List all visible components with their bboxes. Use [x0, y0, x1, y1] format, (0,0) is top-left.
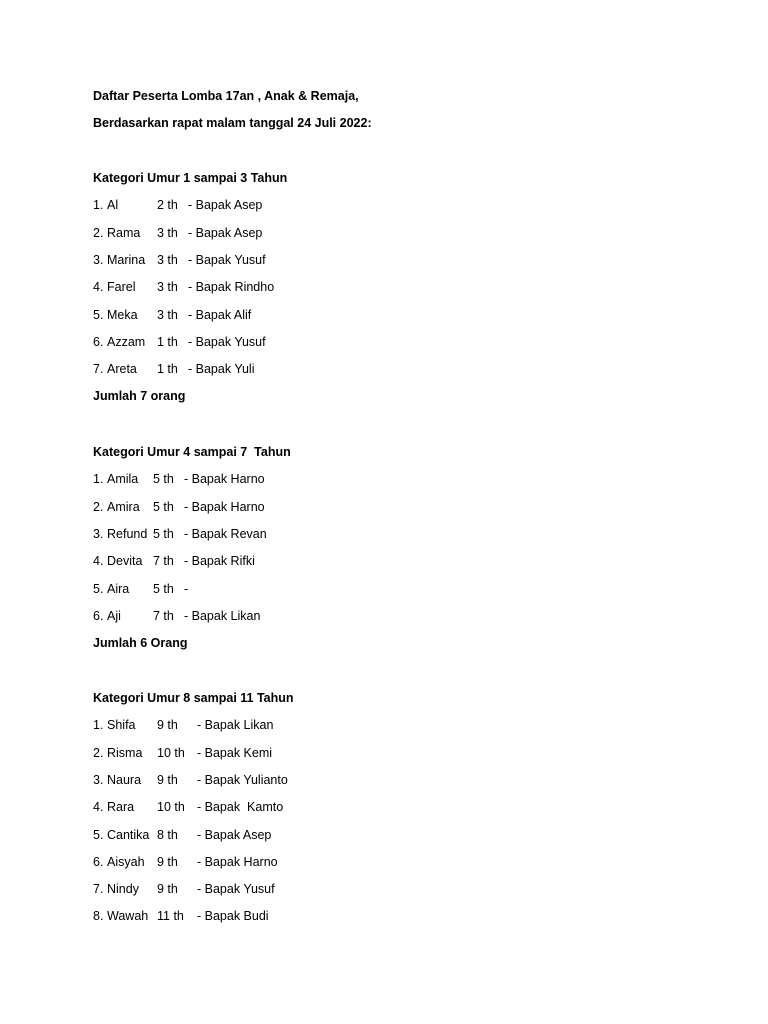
- participant-name: Amila: [107, 472, 139, 487]
- participant-name: Rara: [107, 800, 135, 815]
- participant-name: Cantika: [107, 827, 150, 842]
- participant-number: 3.: [93, 526, 104, 541]
- participant-parent: - Bapak Harno: [197, 854, 278, 869]
- participant-parent: - Bapak Likan: [184, 608, 261, 623]
- participant-name: Aisyah: [107, 854, 145, 869]
- participant-number: 5.: [93, 581, 104, 596]
- participant-name: Marina: [107, 252, 146, 267]
- participant-name: Amira: [107, 499, 140, 514]
- document-title: Daftar Peserta Lomba 17an , Anak & Remaja,: [93, 89, 359, 103]
- participant-age: 5 th: [153, 472, 174, 487]
- participant-age: 3 th: [157, 252, 178, 267]
- participant-name: Meka: [107, 307, 138, 322]
- participant-parent: -: [184, 581, 189, 596]
- participant-number: 6.: [93, 608, 104, 623]
- participant-age: 3 th: [157, 280, 178, 295]
- participant-parent: - Bapak Budi: [197, 909, 269, 924]
- participant-name: Risma: [107, 745, 143, 760]
- participant-parent: - Bapak Asep: [197, 827, 272, 842]
- participant-name: Areta: [107, 362, 137, 377]
- participant-age: 5 th: [153, 499, 174, 514]
- participant-age: 10 th: [157, 800, 185, 815]
- participant-age: 3 th: [157, 225, 178, 240]
- participant-age: 8 th: [157, 827, 178, 842]
- participant-name: Aira: [107, 581, 130, 596]
- participant-parent: - Bapak Yusuf: [197, 882, 275, 897]
- participant-age: 7 th: [153, 608, 174, 623]
- participant-parent: - Bapak Asep: [188, 198, 263, 213]
- category-heading: Kategori Umur 1 sampai 3 Tahun: [93, 171, 288, 185]
- participant-name: Rama: [107, 225, 141, 240]
- participant-parent: - Bapak Kamto: [197, 800, 284, 815]
- participant-age: 9 th: [157, 718, 178, 733]
- participant-parent: - Bapak Asep: [188, 225, 263, 240]
- participant-number: 1.: [93, 198, 104, 213]
- participant-name: Farel: [107, 280, 136, 295]
- participant-age: 11 th: [157, 909, 184, 924]
- participant-name: Al: [107, 198, 119, 213]
- participant-parent: - Bapak Yulianto: [197, 772, 288, 787]
- category-total: Jumlah 6 Orang: [93, 636, 188, 651]
- participant-parent: - Bapak Yusuf: [188, 252, 266, 267]
- participant-parent: - Bapak Harno: [184, 499, 265, 514]
- participant-number: 5.: [93, 827, 104, 842]
- participant-number: 5.: [93, 307, 104, 322]
- participant-parent: - Bapak Revan: [184, 526, 267, 541]
- participant-age: 1 th: [157, 334, 178, 349]
- participant-age: 10 th: [157, 745, 185, 760]
- participant-number: 2.: [93, 225, 104, 240]
- participant-age: 2 th: [157, 198, 178, 213]
- participant-number: 2.: [93, 745, 104, 760]
- participant-name: Naura: [107, 772, 142, 787]
- participant-number: 7.: [93, 882, 104, 897]
- participant-name: Nindy: [107, 882, 139, 897]
- participant-number: 8.: [93, 909, 104, 924]
- participant-parent: - Bapak Yusuf: [188, 334, 266, 349]
- participant-number: 1.: [93, 718, 104, 733]
- participant-age: 1 th: [157, 362, 178, 377]
- participant-name: Wawah: [107, 909, 149, 924]
- participant-parent: - Bapak Kemi: [197, 745, 273, 760]
- participant-number: 2.: [93, 499, 104, 514]
- participant-parent: - Bapak Harno: [184, 472, 265, 487]
- category-total: Jumlah 7 orang: [93, 389, 186, 404]
- participant-number: 6.: [93, 334, 104, 349]
- participant-number: 1.: [93, 472, 104, 487]
- participant-number: 4.: [93, 800, 104, 815]
- participant-age: 9 th: [157, 772, 178, 787]
- participant-name: Aji: [107, 608, 121, 623]
- participant-number: 4.: [93, 554, 104, 569]
- participant-parent: - Bapak Alif: [188, 307, 252, 322]
- participant-age: 3 th: [157, 307, 178, 322]
- participant-age: 9 th: [157, 854, 178, 869]
- participant-age: 5 th: [153, 526, 174, 541]
- participant-parent: - Bapak Rindho: [188, 280, 275, 295]
- category-heading: Kategori Umur 8 sampai 11 Tahun: [93, 691, 294, 705]
- participant-number: 3.: [93, 772, 104, 787]
- participant-parent: - Bapak Rifki: [184, 554, 255, 569]
- participant-number: 3.: [93, 252, 104, 267]
- participant-name: Shifa: [107, 718, 136, 733]
- participant-name: Refund: [107, 526, 148, 541]
- participant-age: 9 th: [157, 882, 178, 897]
- participant-number: 6.: [93, 854, 104, 869]
- participant-age: 7 th: [153, 554, 174, 569]
- document-subtitle: Berdasarkan rapat malam tanggal 24 Juli 2022:: [93, 116, 372, 130]
- participant-name: Devita: [107, 554, 143, 569]
- participant-name: Azzam: [107, 334, 146, 349]
- participant-age: 5 th: [153, 581, 174, 596]
- participant-number: 4.: [93, 280, 104, 295]
- participant-parent: - Bapak Likan: [197, 718, 274, 733]
- participant-parent: - Bapak Yuli: [188, 362, 255, 377]
- participant-number: 7.: [93, 362, 104, 377]
- category-heading: Kategori Umur 4 sampai 7 Tahun: [93, 445, 291, 459]
